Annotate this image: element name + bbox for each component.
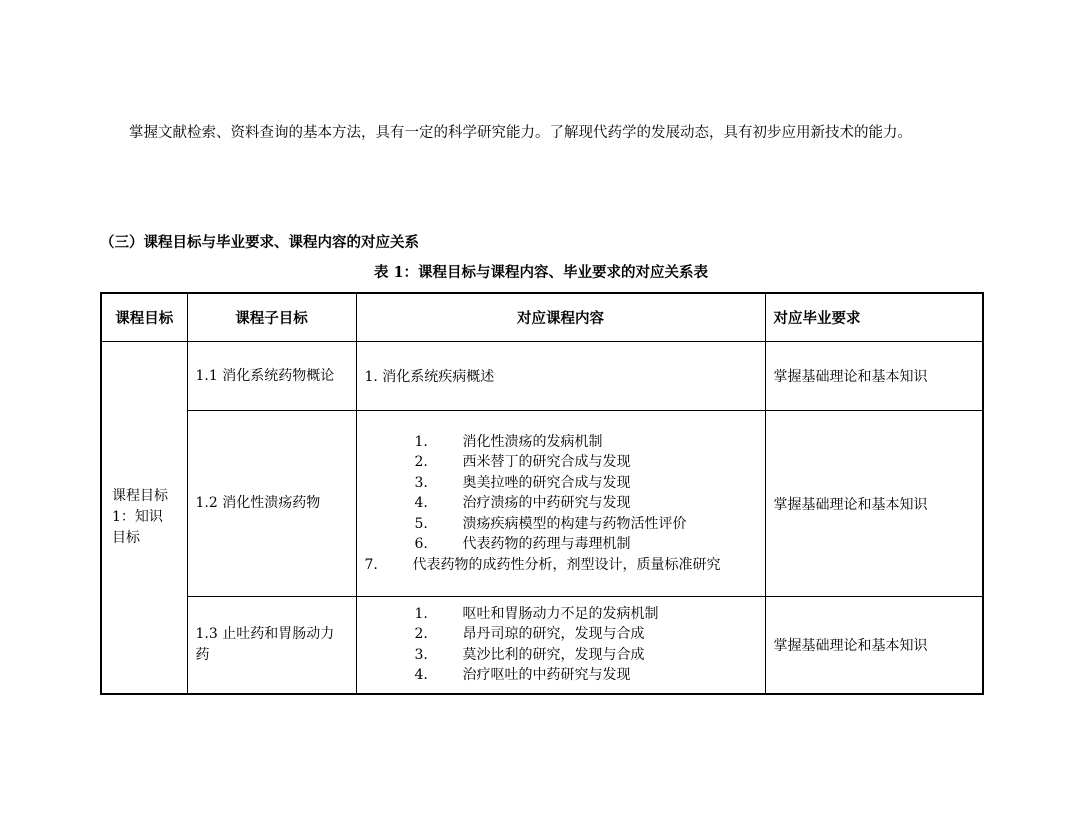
intro-paragraph: 掌握文献检索、资料查询的基本方法，具有一定的科学研究能力。了解现代药学的发展动态，具有初步应用新技术的能力。 <box>129 125 912 141</box>
item-text: 溃疡疾病模型的构建与药物活性评价 <box>462 515 687 532</box>
item-text: 治疗呕吐的中药研究与发现 <box>462 667 631 684</box>
item-number: 2. <box>414 626 428 643</box>
table-row <box>101 342 983 411</box>
header-subgoal: 课程子目标 <box>187 293 356 342</box>
course-goal-table <box>100 292 984 695</box>
list-item <box>365 473 757 494</box>
table-header-row <box>101 293 983 342</box>
list-item <box>315 555 757 576</box>
header-content: 对应课程内容 <box>356 293 765 342</box>
list-item <box>365 604 757 625</box>
list-item <box>365 452 757 473</box>
list-item <box>365 534 757 555</box>
item-number: 3. <box>414 646 428 663</box>
list-item <box>365 514 757 535</box>
requirement-cell: 掌握基础理论和基本知识 <box>765 597 983 694</box>
requirement-cell: 掌握基础理论和基本知识 <box>765 342 983 411</box>
subgoal-cell: 1.3 止吐药和胃肠动力药 <box>187 597 356 694</box>
item-text: 代表药物的成药性分析，剂型设计，质量标准研究 <box>412 556 721 573</box>
list-item <box>365 624 757 645</box>
item-number: 1. <box>414 433 428 450</box>
item-text: 奥美拉唑的研究合成与发现 <box>462 474 631 491</box>
content-list <box>365 432 757 576</box>
section-heading: （三）课程目标与毕业要求、课程内容的对应关系 <box>100 235 419 251</box>
subgoal-cell: 1.1 消化系统药物概论 <box>187 342 356 411</box>
item-text: 代表药物的药理与毒理机制 <box>462 536 631 553</box>
goal-cell: 课程目标 1：知识目标 <box>101 342 187 694</box>
item-number: 7. <box>364 556 378 573</box>
content-list <box>365 604 757 686</box>
header-requirement: 对应毕业要求 <box>765 293 983 342</box>
header-goal: 课程目标 <box>101 293 187 342</box>
subgoal-cell: 1.2 消化性溃疡药物 <box>187 411 356 597</box>
table-row <box>101 411 983 597</box>
item-number: 6. <box>414 536 428 553</box>
item-text: 呕吐和胃肠动力不足的发病机制 <box>462 605 659 622</box>
content-cell <box>356 597 765 694</box>
item-text: 消化性溃疡的发病机制 <box>462 433 603 450</box>
item-number: 3. <box>414 474 428 491</box>
table-row <box>101 597 983 694</box>
item-text: 昂丹司琼的研究，发现与合成 <box>462 626 645 643</box>
list-item <box>365 645 757 666</box>
content-cell <box>356 411 765 597</box>
table-caption: 表 1：课程目标与课程内容、毕业要求的对应关系表 <box>373 264 709 281</box>
list-item <box>365 493 757 514</box>
item-number: 5. <box>414 515 428 532</box>
content-cell: 1. 消化系统疾病概述 <box>356 342 765 411</box>
requirement-cell: 掌握基础理论和基本知识 <box>765 411 983 597</box>
item-number: 2. <box>414 454 428 471</box>
item-text: 治疗溃疡的中药研究与发现 <box>462 495 631 512</box>
item-number: 4. <box>414 667 428 684</box>
item-text: 西米替丁的研究合成与发现 <box>462 454 631 471</box>
item-text: 莫沙比利的研究，发现与合成 <box>462 646 645 663</box>
list-item <box>365 665 757 686</box>
item-number: 1. <box>414 605 428 622</box>
item-number: 4. <box>414 495 428 512</box>
list-item <box>365 432 757 453</box>
